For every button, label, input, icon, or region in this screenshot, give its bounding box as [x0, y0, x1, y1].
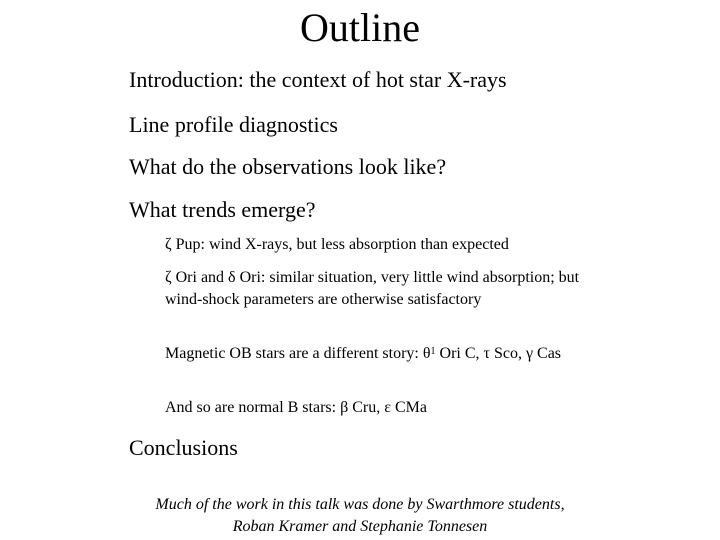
magnetic-text-prefix: Magnetic OB stars are a different story: θ [165, 345, 431, 362]
outline-item-trends: What trends emerge? [129, 197, 316, 222]
outline-item-introduction: Introduction: the context of hot star X-rays [129, 67, 507, 92]
footer-line-1: Much of the work in this talk was done by Swarthmore students, [155, 496, 565, 513]
outline-item-conclusions: Conclusions [129, 435, 238, 460]
outline-item-observations: What do the observations look like? [129, 154, 447, 179]
slide-title: Outline [300, 5, 420, 50]
outline-item-line-profile: Line profile diagnostics [129, 112, 338, 137]
magnetic-text-suffix: Ori C, τ Sco, γ Cas [435, 345, 562, 362]
subitem-zeta-pup: ζ Pup: wind X-rays, but less absorption than expected [165, 236, 509, 253]
magnetic-superscript: 1 [430, 346, 436, 357]
acknowledgment-footer [120, 494, 600, 538]
subitem-normal-b-stars: And so are normal B stars: β Cru, ε CMa [165, 399, 427, 416]
subitem-zeta-delta-ori: ζ Ori and δ Ori: similar situation, very little wind absorption; but wind-shock parameters are otherwise satisfactory [165, 269, 580, 308]
subitem-magnetic-ob-stars [165, 343, 595, 365]
footer-line-2: Roban Kramer and Stephanie Tonnesen [232, 518, 488, 535]
